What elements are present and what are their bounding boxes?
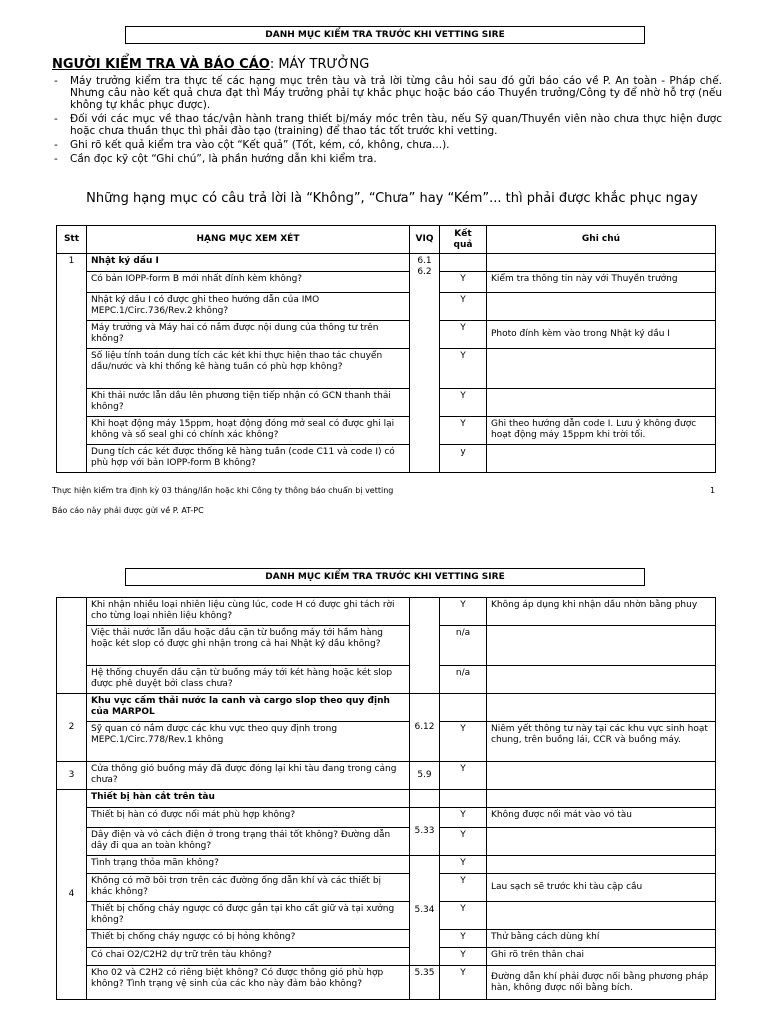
result-cell: Y [440, 321, 487, 349]
table-row [57, 828, 716, 856]
item-cell: Khi hoạt động máy 15ppm, hoạt động đóng mở seal có được ghi lại không và số seal ghi có chính xác không? [87, 417, 410, 445]
result-cell: Y [440, 874, 487, 902]
viq-cell [410, 790, 440, 808]
table-row [57, 321, 716, 349]
stt-cell: 2 [57, 694, 87, 762]
document-title-page2: DANH MỤC KIỂM TRA TRƯỚC KHI VETTING SIRE [125, 568, 645, 586]
table-row [57, 762, 716, 790]
item-cell: Khi nhận nhiều loại nhiên liệu cùng lúc, code H có được ghi tách rời cho từng loại nhiên liệu không? [87, 598, 410, 626]
viq-cell: 6.12 [410, 694, 440, 762]
stt-cell: 4 [57, 790, 87, 1000]
stt-cell [57, 598, 87, 694]
item-cell: Dung tích các két được thống kê hàng tuần (code C11 và code I) có phù hợp với bản IOPP-form B không? [87, 445, 410, 473]
table-row [57, 948, 716, 966]
item-cell: Nhật ký dầu I có được ghi theo hướng dẫn của IMO MEPC.1/Circ.736/Rev.2 không? [87, 293, 410, 321]
table-header-row [57, 226, 716, 254]
col-result: Kết quả [440, 226, 487, 254]
footer-frequency: Thực hiện kiểm tra định kỳ 03 tháng/lần hoặc khi Công ty thông báo chuẩn bị vetting [52, 486, 394, 495]
result-cell [440, 694, 487, 722]
result-cell: Y [440, 966, 487, 1000]
inspector-heading [52, 57, 369, 72]
requirement-heading: Những hạng mục có câu trả lời là “Không”, “Chưa” hay “Kém”... thì phải được khắc phục ngay [86, 191, 698, 206]
note-cell [487, 349, 716, 389]
result-cell: n/a [440, 626, 487, 666]
result-cell: Y [440, 930, 487, 948]
note-cell: Đường dẫn khí phải được nối bằng phương pháp hàn, không được nối bằng bích. [487, 966, 716, 1000]
table-row [57, 389, 716, 417]
item-cell: Kho 02 và C2H2 có riêng biệt không? Có được thông gió phù hợp không? Tình trạng vệ sinh của các kho này đảm bảo không? [87, 966, 410, 1000]
result-cell: Y [440, 293, 487, 321]
item-cell: Số liệu tính toán dung tích các két khi thực hiện thao tác chuyển dầu/nước và khi thống kê hàng tuần có phù hợp không? [87, 349, 410, 389]
item-cell: Có chai O2/C2H2 dự trữ trên tàu không? [87, 948, 410, 966]
viq-cell: 5.34 [410, 856, 440, 966]
note-cell [487, 856, 716, 874]
instruction-item: - Đối với các mục về thao tác/vận hành trang thiết bị/máy móc trên tàu, nếu Sỹ quan/Thuyền viên nào chưa thực hiện được hoặc chưa thuần thục thì phải đào tạo (training) để thao tác tốt trước khi vetting. [52, 113, 722, 137]
table-row [57, 254, 716, 272]
viq-cell: 5.33 [410, 808, 440, 856]
instruction-item: - Ghi rõ kết quả kiểm tra vào cột “Kết quả” (Tốt, kém, có, không, chưa...). [52, 139, 722, 151]
item-cell: Việc thải nước lẫn dầu hoặc dầu cặn từ buồng máy tới hầm hàng hoặc két slop có được ghi nhận trong cả hai Nhật ký dầu không? [87, 626, 410, 666]
result-cell: Y [440, 349, 487, 389]
item-cell: Thiết bị chống cháy ngược có được gắn tại kho cất giữ và tại xưởng không? [87, 902, 410, 930]
table-row [57, 722, 716, 762]
item-cell: Tình trạng thỏa mãn không? [87, 856, 410, 874]
result-cell: y [440, 445, 487, 473]
stt-cell: 1 [57, 254, 87, 473]
note-cell: Lau sạch sẽ trước khi tàu cập cầu [487, 874, 716, 902]
table-row [57, 966, 716, 1000]
table-row [57, 293, 716, 321]
col-viq: VIQ [410, 226, 440, 254]
viq-cell: 5.9 [410, 762, 440, 790]
note-cell [487, 828, 716, 856]
viq-cell: 6.1 6.2 [410, 254, 440, 473]
col-item: HẠNG MỤC XEM XÉT [87, 226, 410, 254]
checklist-table-2 [56, 597, 716, 1000]
table-row [57, 902, 716, 930]
item-cell: Dây điện và vỏ cách điện ở trong trạng thái tốt không? Đường dẫn dây đi qua an toàn không? [87, 828, 410, 856]
table-row [57, 694, 716, 722]
item-cell: Máy trưởng và Máy hai có nắm được nội dung của thông tư trên không? [87, 321, 410, 349]
item-cell: Có bản IOPP-form B mới nhất đính kèm không? [87, 272, 410, 293]
table-row [57, 598, 716, 626]
result-cell: Y [440, 902, 487, 930]
col-stt: Stt [57, 226, 87, 254]
section-title: Nhật ký dầu I [87, 254, 410, 272]
note-cell [487, 254, 716, 272]
result-cell: Y [440, 828, 487, 856]
table-row [57, 930, 716, 948]
result-cell: Y [440, 856, 487, 874]
item-cell: Cửa thông gió buồng máy đã được đóng lại khi tàu đang trong cảng chưa? [87, 762, 410, 790]
instructions-list [52, 75, 722, 167]
item-cell: Hệ thống chuyển dầu cặn từ buồng máy tới két hàng hoặc két slop được phê duyệt bởi class chưa? [87, 666, 410, 694]
item-cell: Thiết bị chống cháy ngược có bị hỏng không? [87, 930, 410, 948]
page-number: 1 [710, 486, 716, 495]
note-cell: Ghi rõ trên thân chai [487, 948, 716, 966]
note-cell [487, 694, 716, 722]
result-cell: Y [440, 722, 487, 762]
note-cell: Kiểm tra thông tin này với Thuyền trưởng [487, 272, 716, 293]
table-row [57, 790, 716, 808]
item-cell: Khi thải nước lẫn dầu lên phương tiện tiếp nhận có GCN thanh thải không? [87, 389, 410, 417]
table-row [57, 272, 716, 293]
result-cell [440, 790, 487, 808]
table-row [57, 808, 716, 828]
heading-role: : MÁY TRƯỞNG [269, 57, 370, 72]
table-row [57, 417, 716, 445]
result-cell: Y [440, 389, 487, 417]
note-cell: Thử bằng cách dùng khí [487, 930, 716, 948]
result-cell: n/a [440, 666, 487, 694]
note-cell: Photo đính kèm vào trong Nhật ký dầu I [487, 321, 716, 349]
item-cell: Thiết bị hàn có được nối mát phù hợp không? [87, 808, 410, 828]
instruction-item: - Cần đọc kỹ cột “Ghi chú”, là phần hướng dẫn khi kiểm tra. [52, 153, 722, 165]
table-row [57, 349, 716, 389]
result-cell: Y [440, 808, 487, 828]
result-cell: Y [440, 417, 487, 445]
viq-cell [410, 598, 440, 694]
item-cell: Sỹ quan có nắm được các khu vực theo quy định trong MEPC.1/Circ.778/Rev.1 không [87, 722, 410, 762]
note-cell: Không được nối mát vào vỏ tàu [487, 808, 716, 828]
note-cell [487, 293, 716, 321]
note-cell: Ghi theo hướng dẫn code I. Lưu ý không được hoạt động máy 15ppm khi trời tối. [487, 417, 716, 445]
note-cell: Không áp dụng khi nhận dầu nhờn bằng phuy [487, 598, 716, 626]
item-cell: Không có mỡ bôi trơn trên các đường ống dẫn khí và các thiết bị khác không? [87, 874, 410, 902]
heading-underlined: NGƯỜI KIỂM TRA VÀ BÁO CÁO [52, 57, 270, 72]
section-title: Khu vực cấm thải nước la canh và cargo slop theo quy định của MARPOL [87, 694, 410, 722]
note-cell [487, 389, 716, 417]
note-cell [487, 445, 716, 473]
result-cell: Y [440, 598, 487, 626]
footer-report-note: Báo cáo này phải được gửi về P. AT-PC [52, 506, 204, 515]
note-cell [487, 762, 716, 790]
table-row [57, 666, 716, 694]
result-cell: Y [440, 272, 487, 293]
note-cell [487, 626, 716, 666]
result-cell [440, 254, 487, 272]
note-cell [487, 666, 716, 694]
note-cell [487, 902, 716, 930]
col-note: Ghi chú [487, 226, 716, 254]
section-title: Thiết bị hàn cắt trên tàu [87, 790, 410, 808]
result-cell: Y [440, 948, 487, 966]
checklist-table-1 [56, 225, 716, 473]
viq-cell: 5.35 [410, 966, 440, 1000]
stt-cell: 3 [57, 762, 87, 790]
table-row [57, 445, 716, 473]
note-cell [487, 790, 716, 808]
table-row [57, 626, 716, 666]
table-row [57, 874, 716, 902]
result-cell: Y [440, 762, 487, 790]
note-cell: Niêm yết thông tư này tại các khu vực sinh hoạt chung, trên buồng lái, CCR và buồng máy. [487, 722, 716, 762]
document-title: DANH MỤC KIỂM TRA TRƯỚC KHI VETTING SIRE [125, 26, 645, 44]
instruction-item: - Máy trưởng kiểm tra thực tế các hạng mục trên tàu và trả lời từng câu hỏi sau đó gửi báo cáo về P. An toàn - Pháp chế. Nhưng câu nào kết quả chưa đạt thì Máy trưởng phải tự khắc phục hoặc báo cáo Thuyền trưởng/Công ty để nhờ hỗ trợ (nếu không tự khắc phục được). [52, 75, 722, 111]
table-row [57, 856, 716, 874]
